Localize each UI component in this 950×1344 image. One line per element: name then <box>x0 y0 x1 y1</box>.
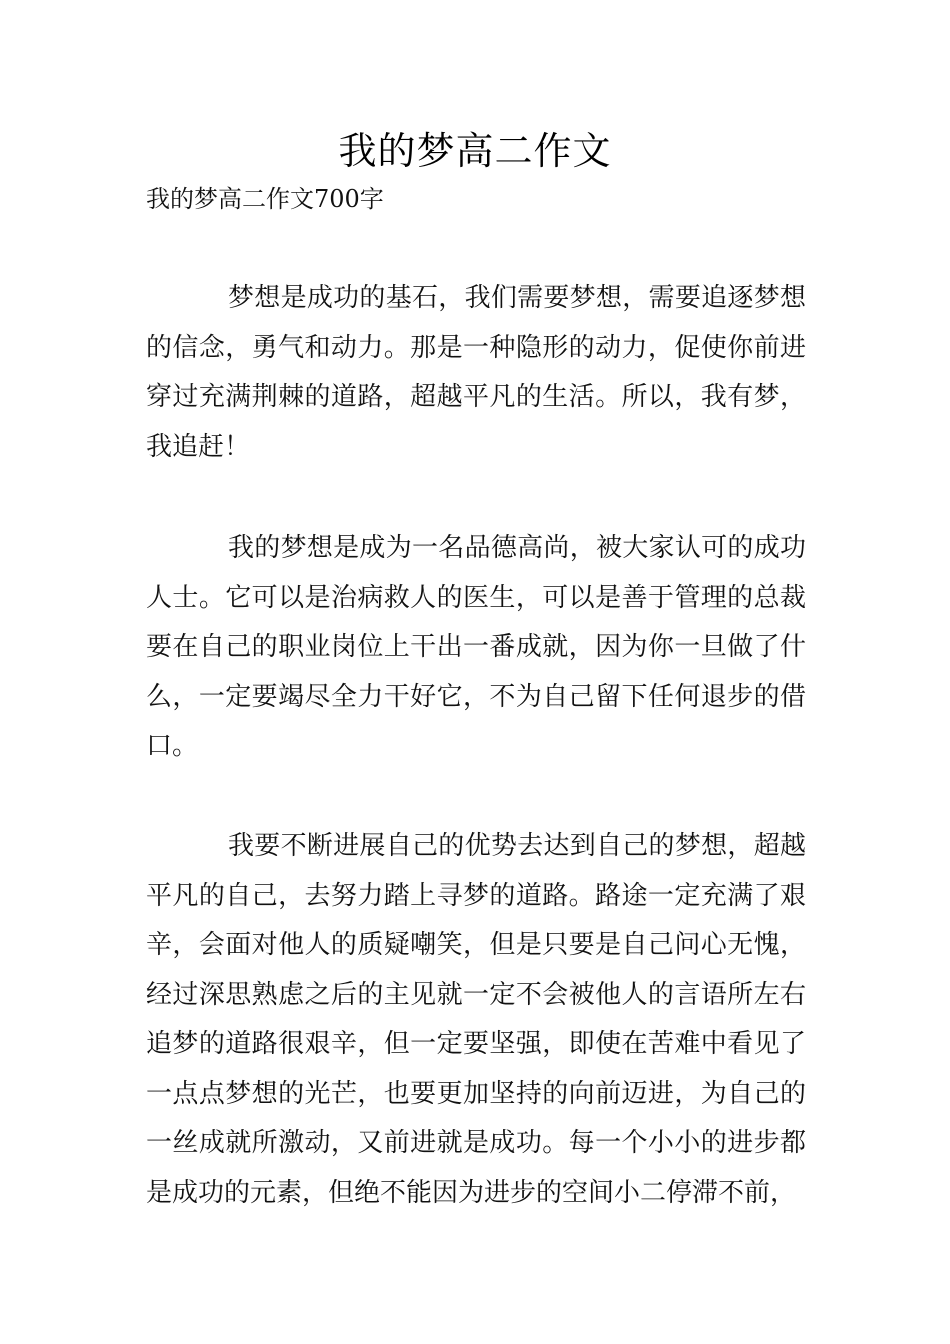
document-title: 我的梦高二作文 <box>338 129 612 173</box>
paragraph-2: 我的梦想是成为一名品德高尚，被大家认可的成功人士。它可以是治病救人的医生，可以是善于管理的总裁要在自己的职业岗位上干出一番成就，因为你一旦做了什么，一定要竭尽全力干好它，不为自己留下任何退步的借口。 <box>146 533 806 761</box>
paragraph-3: 我要不断进展自己的优势去达到自己的梦想，超越平凡的自己，去努力踏上寻梦的道路。路途一定充满了艰辛，会面对他人的质疑嘲笑，但是只要是自己问心无愧，经过深思熟虑之后的主见就一定不会被他人的言语所左右追梦的道路很艰辛，但一定要坚强，即使在苦难中看见了一点点梦想的光芒，也要更加坚持的向前迈进，为自己的一丝成就所激动，又前进就是成功。每一个小小的进步都是成功的元素，但绝不能因为进步的空间小二停滞不前， <box>146 831 806 1208</box>
document-subtitle: 我的梦高二作文700字 <box>146 185 384 213</box>
paragraph-1: 梦想是成功的基石，我们需要梦想，需要追逐梦想的信念，勇气和动力。那是一种隐形的动力，促使你前进穿过充满荆棘的道路，超越平凡的生活。所以，我有梦，我追赶！ <box>146 283 806 462</box>
